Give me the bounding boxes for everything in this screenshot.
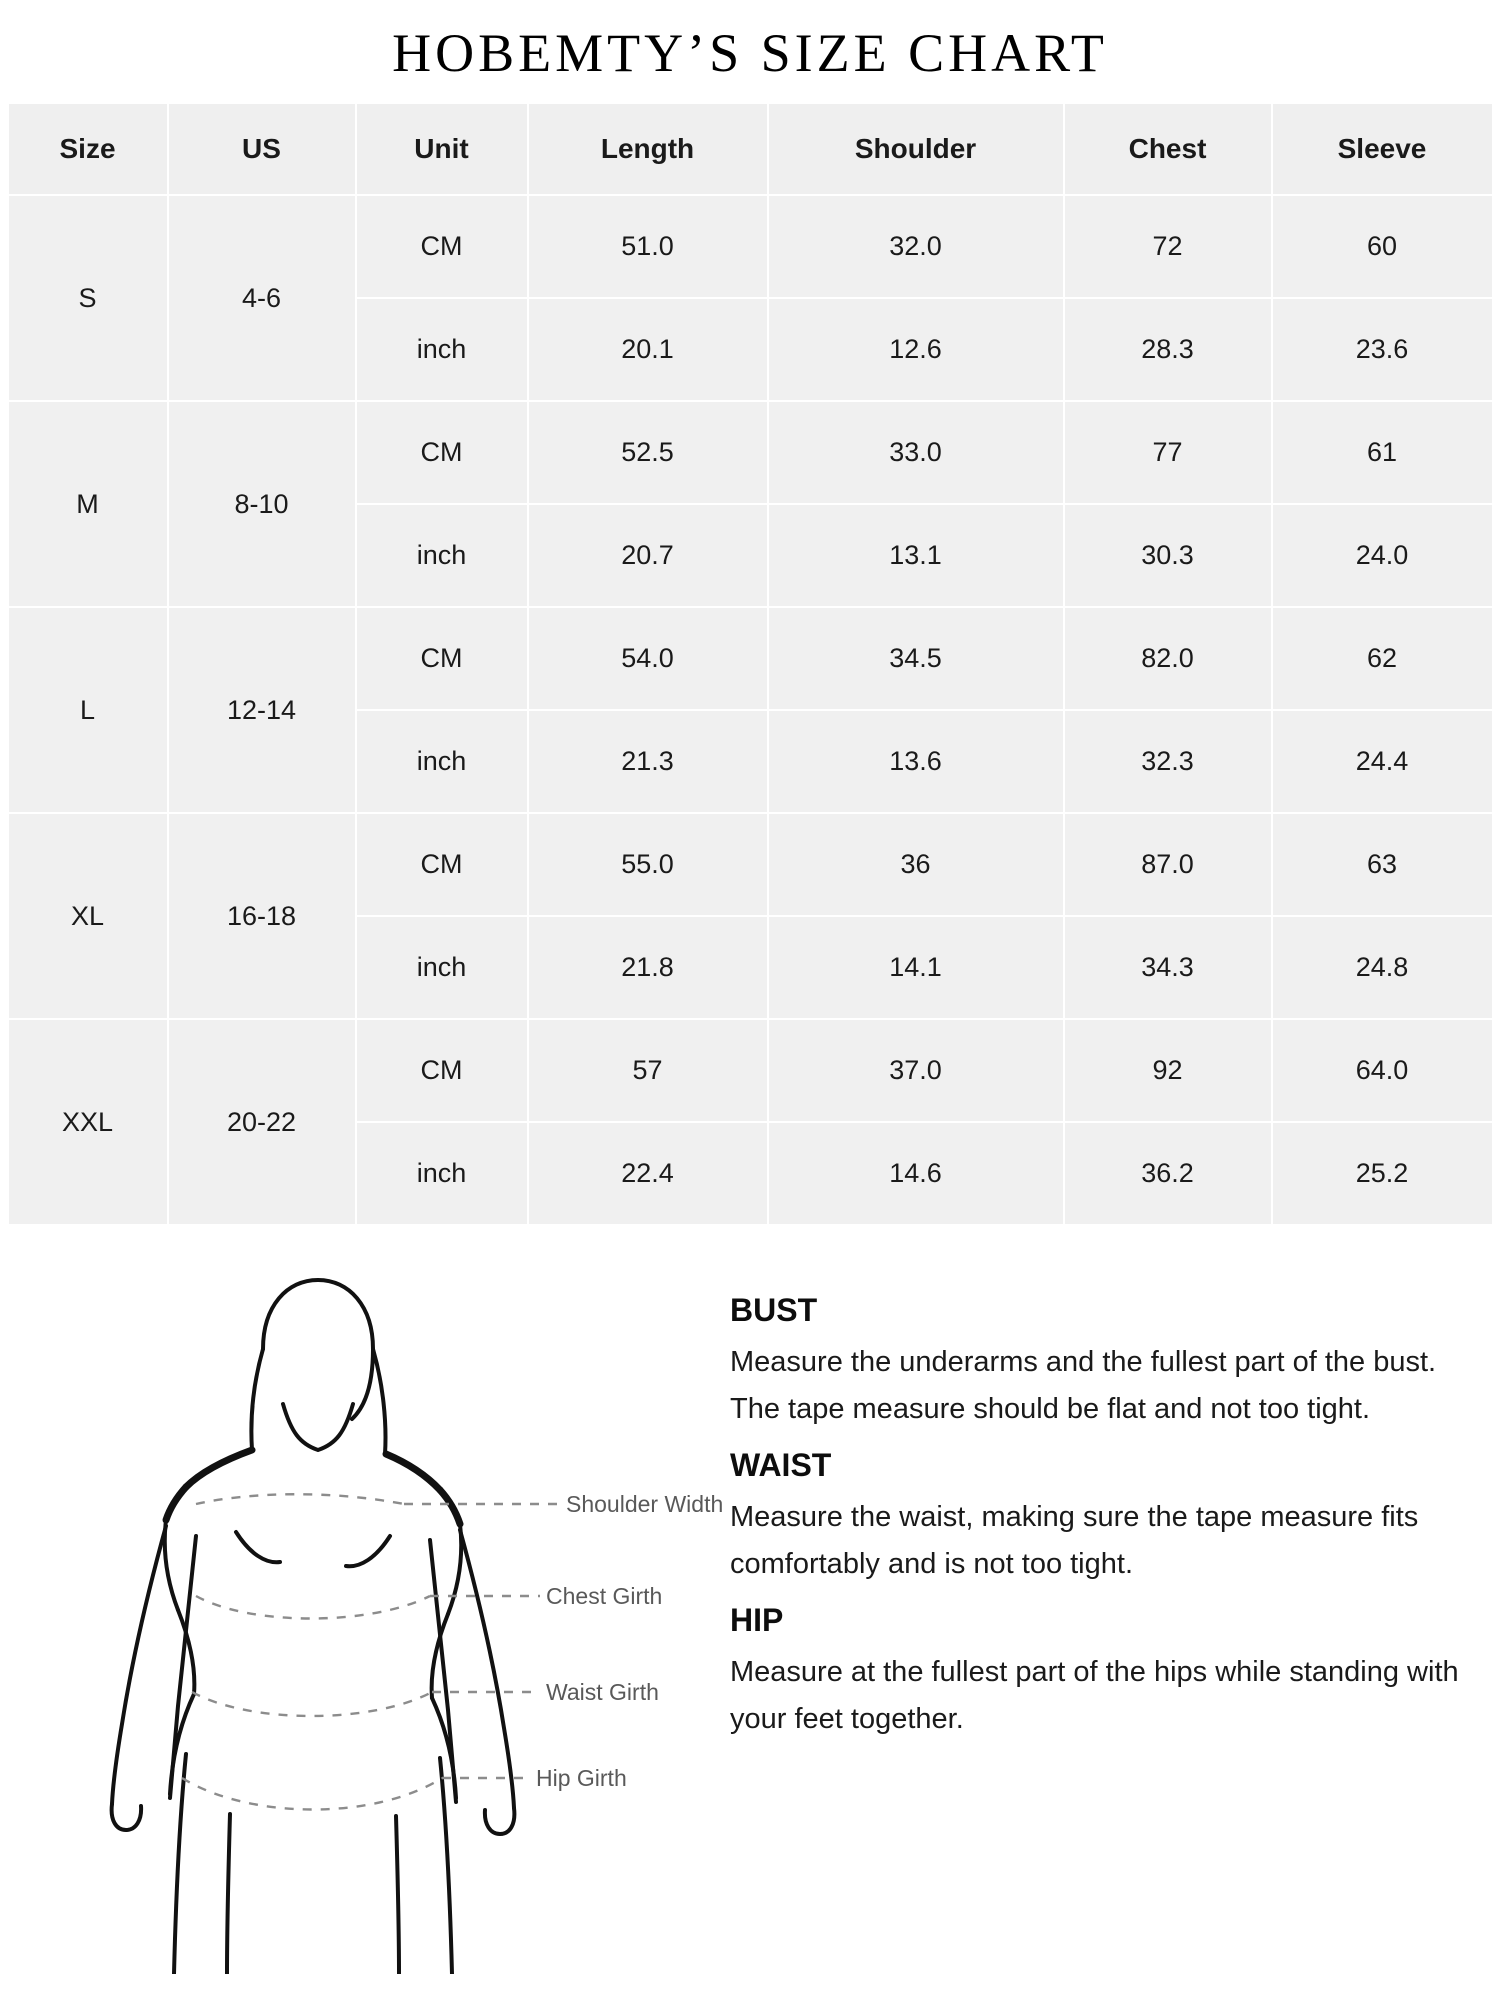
cell-length: 22.4	[528, 1122, 768, 1225]
cell-size: XL	[8, 813, 168, 1019]
table-row	[8, 607, 1493, 710]
guide-body-waist: Measure the waist, making sure the tape measure fits comfortably and is not too tight.	[730, 1500, 1419, 1580]
cell-length: 55.0	[528, 813, 768, 916]
cell-size: S	[8, 195, 168, 401]
guide-body-bust: Measure the underarms and the fullest part of the bust. The tape measure should be flat and not too tight.	[730, 1346, 1437, 1425]
cell-sleeve: 23.6	[1272, 298, 1493, 401]
cell-length: 20.1	[528, 298, 768, 401]
cell-sleeve: 60	[1272, 195, 1493, 298]
cell-chest: 87.0	[1064, 813, 1272, 916]
cell-shoulder: 14.1	[768, 916, 1064, 1019]
guide-heading-hip: HIP	[730, 1601, 784, 1638]
cell-sleeve: 25.2	[1272, 1122, 1493, 1225]
cell-sleeve: 24.8	[1272, 916, 1493, 1019]
column-header-size: Size	[8, 103, 168, 195]
cell-unit: inch	[356, 1122, 528, 1225]
guide-section-bust	[730, 1292, 1480, 1433]
cell-length: 57	[528, 1019, 768, 1122]
cell-length: 52.5	[528, 401, 768, 504]
cell-shoulder: 12.6	[768, 298, 1064, 401]
label-hip-girth: Hip Girth	[536, 1765, 627, 1791]
cell-size: M	[8, 401, 168, 607]
cell-chest: 92	[1064, 1019, 1272, 1122]
cell-shoulder: 13.6	[768, 710, 1064, 813]
cell-chest: 32.3	[1064, 710, 1272, 813]
body-figure	[0, 1254, 730, 1974]
cell-length: 21.8	[528, 916, 768, 1019]
guide-body-hip: Measure at the fullest part of the hips while standing with your feet together.	[730, 1655, 1459, 1735]
cell-chest: 30.3	[1064, 504, 1272, 607]
cell-shoulder: 14.6	[768, 1122, 1064, 1225]
cell-unit: inch	[356, 916, 528, 1019]
cell-chest: 77	[1064, 401, 1272, 504]
cell-chest: 34.3	[1064, 916, 1272, 1019]
cell-unit: CM	[356, 813, 528, 916]
cell-sleeve: 64.0	[1272, 1019, 1493, 1122]
label-shoulder-width: Shoulder Width	[566, 1491, 724, 1517]
cell-us: 16-18	[168, 813, 356, 1019]
cell-size: XXL	[8, 1019, 168, 1225]
column-header-unit: Unit	[356, 103, 528, 195]
column-header-sleeve: Sleeve	[1272, 103, 1493, 195]
cell-us: 8-10	[168, 401, 356, 607]
cell-shoulder: 33.0	[768, 401, 1064, 504]
cell-unit: CM	[356, 1019, 528, 1122]
column-header-us: US	[168, 103, 356, 195]
cell-shoulder: 37.0	[768, 1019, 1064, 1122]
page-title: HOBEMTY’S SIZE CHART	[392, 23, 1108, 83]
cell-unit: inch	[356, 504, 528, 607]
table-header-row	[8, 103, 1493, 195]
cell-unit: inch	[356, 710, 528, 813]
cell-length: 20.7	[528, 504, 768, 607]
table-row	[8, 195, 1493, 298]
cell-chest: 82.0	[1064, 607, 1272, 710]
measurement-guide-section	[0, 1254, 1500, 1974]
label-waist-girth: Waist Girth	[546, 1679, 659, 1705]
column-header-chest: Chest	[1064, 103, 1272, 195]
cell-shoulder: 36	[768, 813, 1064, 916]
guide-section-hip	[730, 1602, 1480, 1743]
cell-chest: 28.3	[1064, 298, 1272, 401]
cell-us: 4-6	[168, 195, 356, 401]
cell-chest: 72	[1064, 195, 1272, 298]
cell-shoulder: 32.0	[768, 195, 1064, 298]
column-header-shoulder: Shoulder	[768, 103, 1064, 195]
cell-sleeve: 24.4	[1272, 710, 1493, 813]
guide-heading-waist: WAIST	[730, 1446, 832, 1483]
cell-unit: inch	[356, 298, 528, 401]
cell-unit: CM	[356, 195, 528, 298]
table-row	[8, 813, 1493, 916]
cell-length: 54.0	[528, 607, 768, 710]
cell-size: L	[8, 607, 168, 813]
guide-section-waist	[730, 1447, 1480, 1588]
cell-length: 21.3	[528, 710, 768, 813]
column-header-length: Length	[528, 103, 768, 195]
label-chest-girth: Chest Girth	[546, 1583, 663, 1609]
table-row	[8, 401, 1493, 504]
cell-sleeve: 63	[1272, 813, 1493, 916]
cell-us: 20-22	[168, 1019, 356, 1225]
cell-length: 51.0	[528, 195, 768, 298]
cell-unit: CM	[356, 607, 528, 710]
cell-us: 12-14	[168, 607, 356, 813]
guide-text-column	[730, 1254, 1500, 1757]
size-chart-table	[7, 102, 1494, 1226]
cell-sleeve: 61	[1272, 401, 1493, 504]
cell-chest: 36.2	[1064, 1122, 1272, 1225]
cell-shoulder: 34.5	[768, 607, 1064, 710]
cell-sleeve: 24.0	[1272, 504, 1493, 607]
table-row	[8, 1019, 1493, 1122]
cell-sleeve: 62	[1272, 607, 1493, 710]
cell-shoulder: 13.1	[768, 504, 1064, 607]
cell-unit: CM	[356, 401, 528, 504]
guide-heading-bust: BUST	[730, 1292, 818, 1328]
